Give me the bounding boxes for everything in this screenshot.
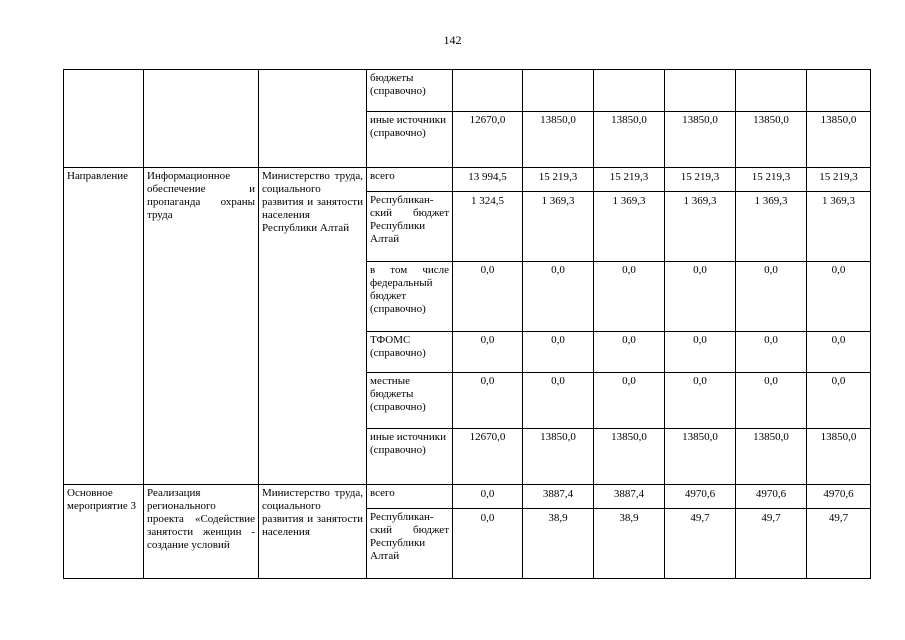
budget-table xyxy=(63,69,871,579)
value-cell xyxy=(665,70,736,112)
funding-source: иные источники (справочно) xyxy=(367,429,453,485)
value-cell: 0,0 xyxy=(665,373,736,429)
value-cell: 13850,0 xyxy=(665,112,736,168)
value-cell: 0,0 xyxy=(523,332,594,373)
value-cell: 38,9 xyxy=(594,509,665,579)
value-cell: 15 219,3 xyxy=(594,168,665,192)
value-cell xyxy=(594,70,665,112)
funding-source: иные источники (справочно) xyxy=(367,112,453,168)
value-cell: 1 369,3 xyxy=(807,192,871,262)
value-cell: 0,0 xyxy=(665,332,736,373)
executor: Министерство труда, социального развития и занятости населения Республики Алтай xyxy=(259,168,367,485)
table-row xyxy=(64,70,871,112)
value-cell: 49,7 xyxy=(807,509,871,579)
value-cell: 0,0 xyxy=(665,262,736,332)
value-cell: 13 994,5 xyxy=(453,168,523,192)
value-cell: 15 219,3 xyxy=(736,168,807,192)
activity-name: Информационное обеспечение и пропаганда охраны труда xyxy=(144,168,259,485)
value-cell: 15 219,3 xyxy=(665,168,736,192)
value-cell: 13850,0 xyxy=(807,429,871,485)
funding-source: местные бюджеты (справочно) xyxy=(367,373,453,429)
value-cell: 1 369,3 xyxy=(665,192,736,262)
value-cell: 13850,0 xyxy=(523,112,594,168)
activity-type: Основное мероприятие 3 xyxy=(64,485,144,579)
table-row xyxy=(64,168,871,192)
activity-type: Направление xyxy=(64,168,144,485)
value-cell: 0,0 xyxy=(736,262,807,332)
value-cell: 13850,0 xyxy=(594,112,665,168)
value-cell: 13850,0 xyxy=(807,112,871,168)
value-cell: 0,0 xyxy=(523,262,594,332)
value-cell: 13850,0 xyxy=(736,112,807,168)
funding-source: в том числе федеральный бюджет (справочно) xyxy=(367,262,453,332)
page-number: 142 xyxy=(443,33,462,47)
value-cell: 0,0 xyxy=(594,373,665,429)
value-cell: 4970,6 xyxy=(807,485,871,509)
value-cell: 12670,0 xyxy=(453,112,523,168)
value-cell: 1 369,3 xyxy=(594,192,665,262)
value-cell: 49,7 xyxy=(665,509,736,579)
value-cell: 38,9 xyxy=(523,509,594,579)
value-cell: 0,0 xyxy=(453,509,523,579)
value-cell: 0,0 xyxy=(736,332,807,373)
value-cell: 13850,0 xyxy=(665,429,736,485)
value-cell: 0,0 xyxy=(807,262,871,332)
value-cell: 13850,0 xyxy=(736,429,807,485)
value-cell: 0,0 xyxy=(453,373,523,429)
value-cell: 13850,0 xyxy=(594,429,665,485)
value-cell: 0,0 xyxy=(594,332,665,373)
value-cell: 0,0 xyxy=(453,485,523,509)
value-cell: 12670,0 xyxy=(453,429,523,485)
executor: Министерство труда, социального развития и занятости населения xyxy=(259,485,367,579)
value-cell: 0,0 xyxy=(807,332,871,373)
value-cell: 3887,4 xyxy=(523,485,594,509)
value-cell: 1 324,5 xyxy=(453,192,523,262)
value-cell: 1 369,3 xyxy=(736,192,807,262)
value-cell: 15 219,3 xyxy=(523,168,594,192)
table-row xyxy=(64,485,871,509)
value-cell: 0,0 xyxy=(807,373,871,429)
continued-name-cell xyxy=(144,70,259,168)
value-cell: 3887,4 xyxy=(594,485,665,509)
value-cell: 0,0 xyxy=(523,373,594,429)
value-cell: 49,7 xyxy=(736,509,807,579)
value-cell: 4970,6 xyxy=(736,485,807,509)
funding-source: ТФОМС (справочно) xyxy=(367,332,453,373)
funding-source: всего xyxy=(367,168,453,192)
continued-executor-cell xyxy=(259,70,367,168)
continued-type-cell xyxy=(64,70,144,168)
value-cell xyxy=(807,70,871,112)
value-cell: 0,0 xyxy=(594,262,665,332)
value-cell: 0,0 xyxy=(453,262,523,332)
funding-source: бюджеты (справочно) xyxy=(367,70,453,112)
value-cell: 4970,6 xyxy=(665,485,736,509)
funding-source: Республикан-ский бюджет Республики Алтай xyxy=(367,192,453,262)
value-cell: 0,0 xyxy=(453,332,523,373)
value-cell: 0,0 xyxy=(736,373,807,429)
activity-name: Реализация регионального проекта «Содействие занятости женщин - создание условий xyxy=(144,485,259,579)
value-cell xyxy=(523,70,594,112)
funding-source: всего xyxy=(367,485,453,509)
value-cell xyxy=(736,70,807,112)
funding-source: Республикан-ский бюджет Республики Алтай xyxy=(367,509,453,579)
value-cell: 15 219,3 xyxy=(807,168,871,192)
value-cell: 1 369,3 xyxy=(523,192,594,262)
value-cell: 13850,0 xyxy=(523,429,594,485)
value-cell xyxy=(453,70,523,112)
